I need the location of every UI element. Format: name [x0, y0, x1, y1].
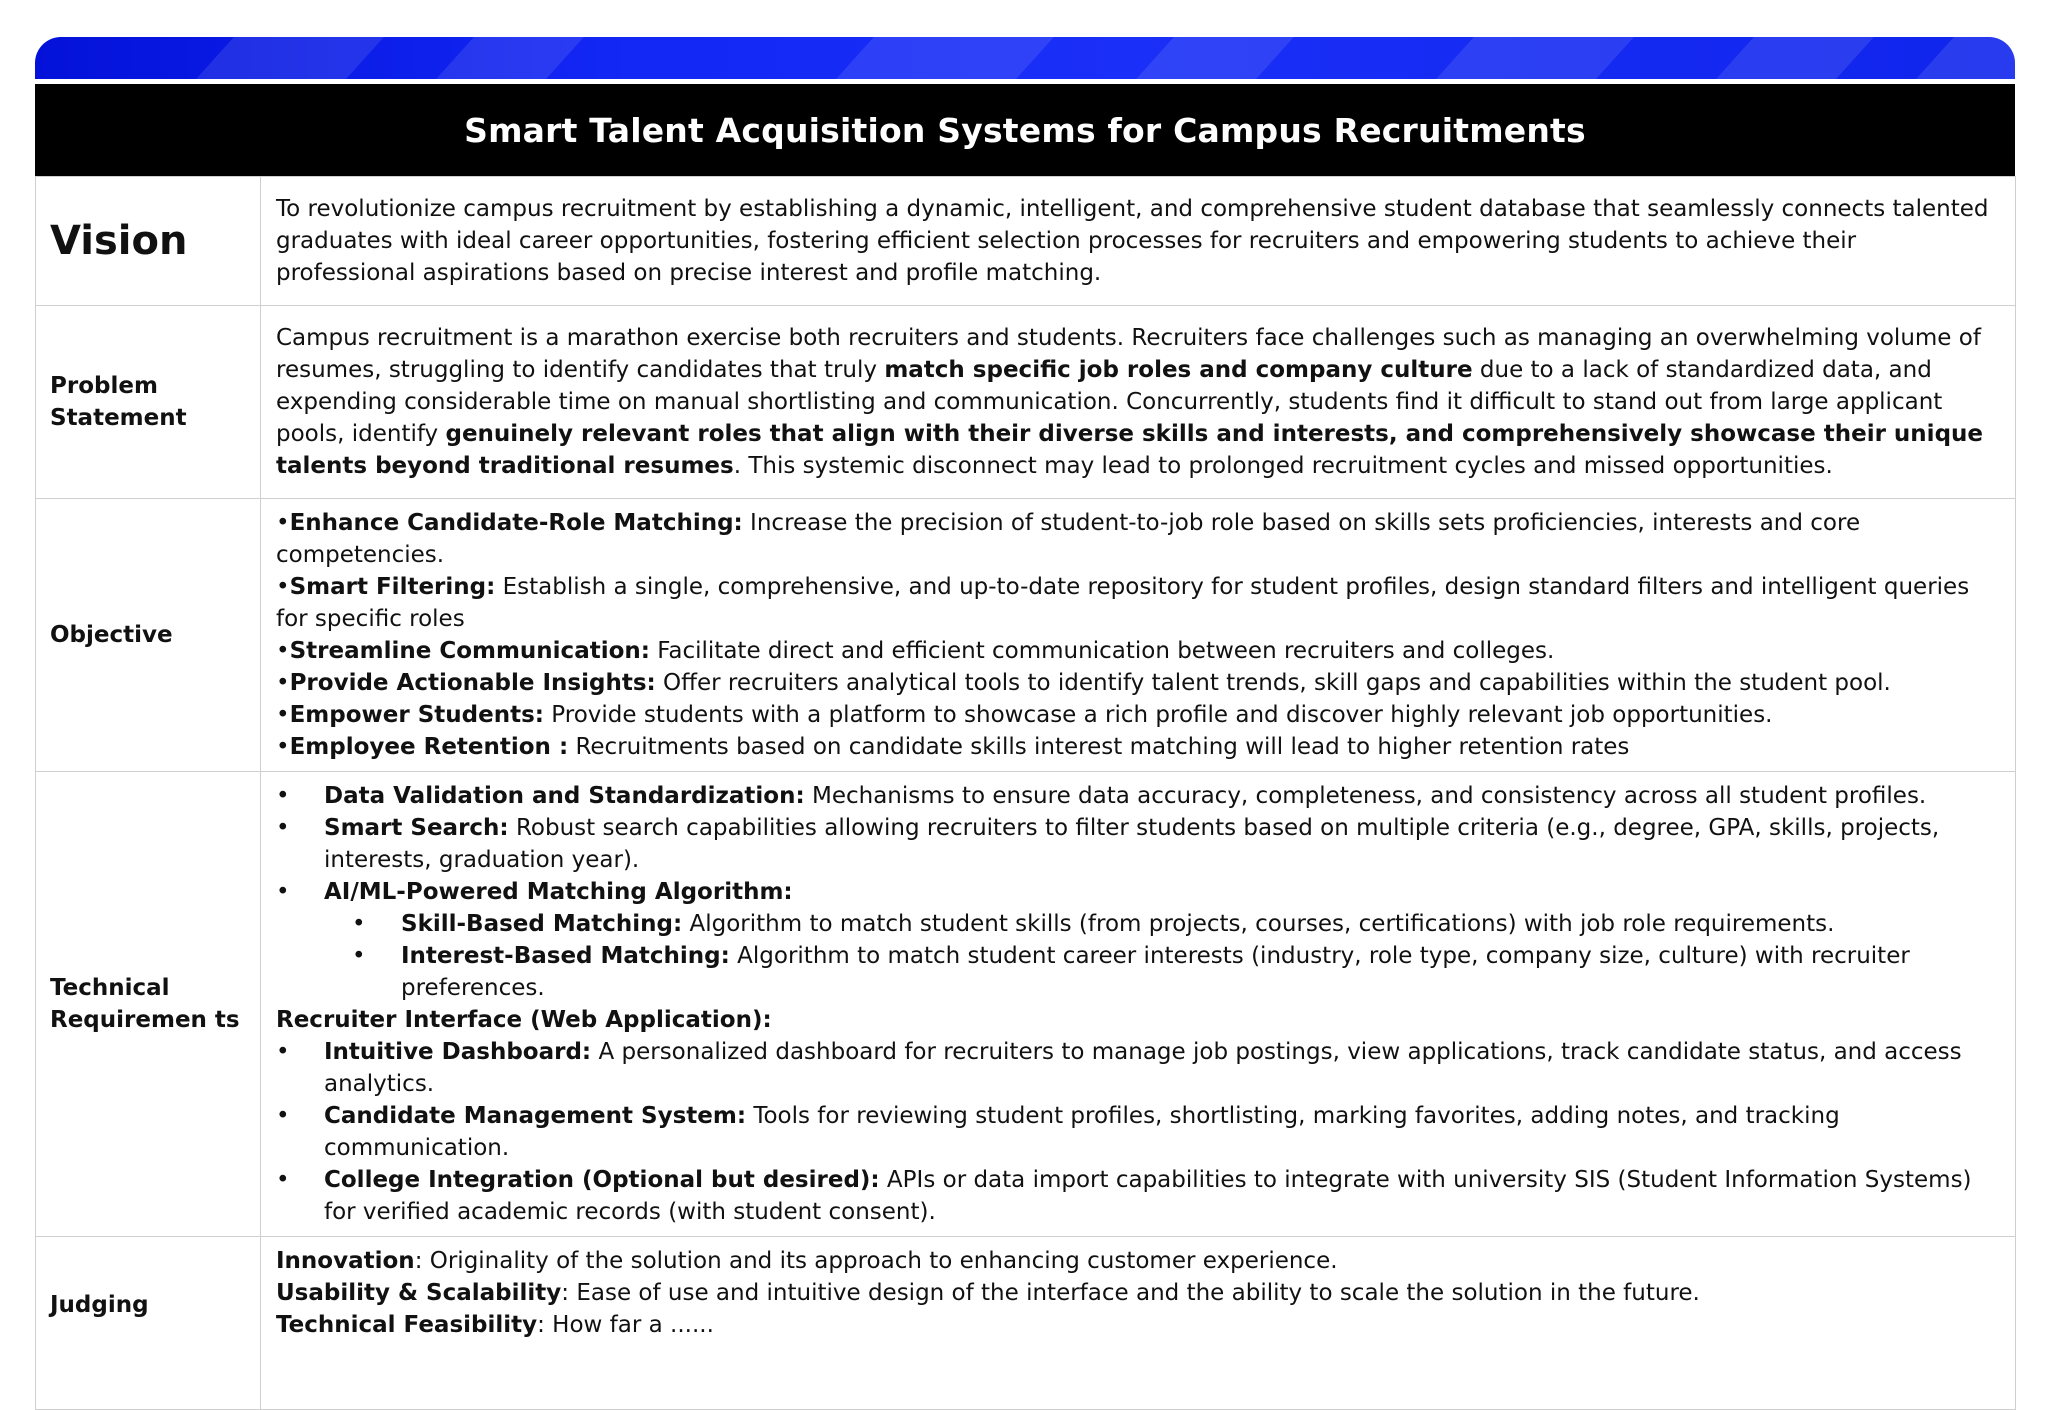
problem-text-part: due to a lack of standardized data, and expending considerable time on manual shortlisting and communication. Concurrently, students find it difficult to stand out from large applicant pools, identify	[276, 357, 1943, 447]
problem-label: Problem Statement	[36, 306, 261, 499]
objective-label: Objective	[36, 499, 261, 772]
problem-text-part: Campus recruitment is a marathon exercise both recruiters and students. Recruiters face challenges such as managing an overwhelming volume of resumes, struggling to identify candidates that truly	[276, 325, 1981, 383]
recruiter-interface-heading: Recruiter Interface (Web Application):	[276, 1007, 772, 1033]
objective-list	[261, 499, 2016, 772]
table-row-technical	[36, 772, 2016, 1237]
technical-subitem: • Skill-Based Matching: Algorithm to match student skills (from projects, courses, certifications) with job role requirements.	[352, 911, 1835, 937]
vision-text: To revolutionize campus recruitment by establishing a dynamic, intelligent, and comprehensive student database that seamlessly connects talented graduates with ideal career opportunities, fostering efficient selection processes for recruiters and empowering students to achieve their professional aspirations based on precise interest and profile matching.	[261, 177, 2016, 306]
objective-item: •Employee Retention : Recruitments based on candidate skills interest matching will lead to higher retention rates	[276, 734, 1630, 760]
objective-item: •Enhance Candidate-Role Matching: Increase the precision of student-to-job role based on skills sets proficiencies, interests and core competencies.	[276, 510, 1861, 568]
technical-item: • AI/ML-Powered Matching Algorithm:	[276, 879, 793, 905]
table-row-judging	[36, 1237, 2016, 1410]
problem-emphasis: match specific job roles and company culture	[884, 357, 1473, 383]
objective-item: •Provide Actionable Insights: Offer recruiters analytical tools to identify talent trends, skill gaps and capabilities within the student pool.	[276, 670, 1891, 696]
technical-item: • Smart Search: Robust search capabilities allowing recruiters to filter students based on multiple criteria (e.g., degree, GPA, skills, projects, interests, graduation year).	[276, 815, 1940, 873]
vision-label: Vision	[36, 177, 261, 306]
technical-item: • College Integration (Optional but desired): APIs or data import capabilities to integrate with university SIS (Student Information Systems) for verified academic records (with student consent).	[276, 1167, 1972, 1225]
objective-item: •Streamline Communication: Facilitate direct and efficient communication between recruiters and colleges.	[276, 638, 1555, 664]
objective-item: •Empower Students: Provide students with a platform to showcase a rich profile and discover highly relevant job opportunities.	[276, 702, 1773, 728]
table-row-objective	[36, 499, 2016, 772]
table-row-problem	[36, 306, 2016, 499]
judging-item: Innovation: Originality of the solution and its approach to enhancing customer experience.	[276, 1248, 1338, 1274]
technical-label: Technical Requiremen ts	[36, 772, 261, 1237]
problem-statement-table	[35, 176, 2016, 1410]
technical-item: • Intuitive Dashboard: A personalized dashboard for recruiters to manage job postings, view applications, track candidate status, and access analytics.	[276, 1039, 1962, 1097]
table-row-vision	[36, 177, 2016, 306]
problem-text-part: . This systemic disconnect may lead to prolonged recruitment cycles and missed opportunities.	[733, 453, 1833, 479]
technical-list	[261, 772, 2016, 1237]
judging-item: Technical Feasibility: How far a ......	[276, 1312, 714, 1338]
technical-item: • Data Validation and Standardization: Mechanisms to ensure data accuracy, completeness, and consistency across all student profiles.	[276, 783, 1927, 809]
judging-item: Usability & Scalability: Ease of use and intuitive design of the interface and the ability to scale the solution in the future.	[276, 1280, 1700, 1306]
technical-item: • Candidate Management System: Tools for reviewing student profiles, shortlisting, marking favorites, adding notes, and tracking communication.	[276, 1103, 1840, 1161]
problem-text	[261, 306, 2016, 499]
judging-label: Judging	[36, 1237, 261, 1410]
page-title: Smart Talent Acquisition Systems for Campus Recruitments	[35, 84, 2015, 176]
technical-subitem: • Interest-Based Matching: Algorithm to match student career interests (industry, role type, company size, culture) with recruiter preferences.	[352, 943, 1910, 1001]
problem-emphasis: genuinely relevant roles that align with their diverse skills and interests, and comprehensively showcase their unique talents beyond traditional resumes	[276, 421, 1984, 479]
header-banner	[35, 37, 2015, 79]
judging-list	[261, 1237, 2016, 1410]
objective-item: •Smart Filtering: Establish a single, comprehensive, and up-to-date repository for student profiles, design standard filters and intelligent queries for specific roles	[276, 574, 1970, 632]
